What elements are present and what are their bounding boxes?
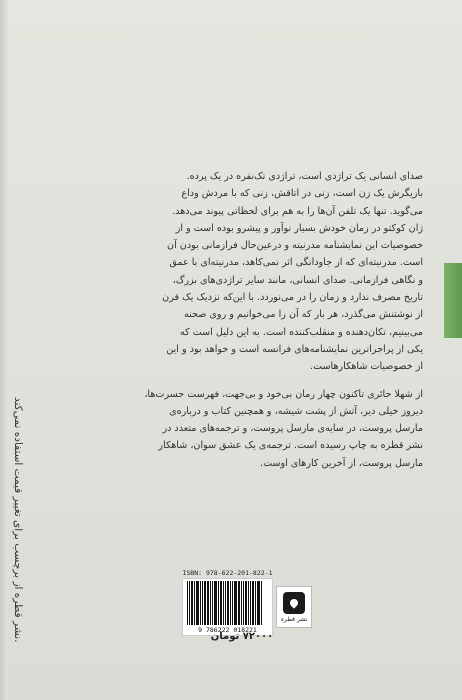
barcode-bars — [187, 581, 268, 625]
barcode-bar — [257, 581, 260, 625]
blurb-line: از خصوصیات شاهکارهاست. — [310, 361, 423, 373]
barcode-bar — [187, 581, 188, 625]
barcode-bar — [245, 581, 247, 625]
blurb-line: مارسل پروست، در سایه‌ی مارسل پروست، و ترجمه‌های متعدد در — [162, 423, 423, 435]
barcode — [182, 578, 273, 636]
barcode-bar — [250, 581, 251, 625]
blurb-line: بازیگرش یک زن است، زنی در اتاقش، زنی که با مردش وداع — [181, 188, 423, 200]
blurb-line: از نوشتنش می‌گذرد، هر بار که آن را می‌خوانیم و روی صحنه — [184, 309, 423, 321]
barcode-bar — [196, 581, 199, 625]
blurb-line: می‌گوید. تنها یک تلفن آن‌ها را به هم برای لحظاتی پیوند می‌دهد. — [172, 205, 423, 217]
publisher-mark-icon — [283, 592, 305, 614]
blurb-line: است. مدرنیته‌ای که از جاودانگی اثر نمی‌کاهد، مدرنیته‌ای با عمق — [169, 257, 423, 269]
barcode-bar — [202, 581, 203, 625]
barcode-bar — [241, 581, 242, 625]
blurb-line: نشر قطره به چاپ رسیده است. ترجمه‌ی یک عشق سوان، شاهکار — [158, 440, 423, 452]
barcode-bar — [207, 581, 209, 625]
isbn-text: ISBN: 978-622-201-822-1 — [182, 569, 273, 577]
blurb-line: یکی از پراجراترین نمایشنامه‌های فرانسه است و خواهد بود و این — [166, 343, 423, 355]
barcode-bar — [248, 581, 249, 625]
barcode-bar — [255, 581, 256, 625]
blurb-line: تاریخ مصرف ندارد و زمان را در می‌نوردد. با این‌که نزدیک یک قرن — [162, 292, 423, 304]
blurb-paragraph-1 — [88, 168, 423, 376]
blurb-line: خصوصیات این نمایشنامه مدرنیته و درعین‌حال فرازمانی بودن آن — [167, 240, 423, 252]
blurb-line: از شهلا حائری تاکنون چهار رمان بی‌خود و بی‌جهت، فهرست حسرت‌ها، — [144, 388, 423, 400]
barcode-bar — [194, 581, 195, 625]
barcode-bar — [212, 581, 213, 625]
barcode-bar — [214, 581, 217, 625]
publisher-logo — [276, 586, 312, 628]
blurb-line: دیروز خیلی دیر، آتش از پشت شیشه، و همچنین کتاب و درباره‌ی — [169, 405, 423, 417]
blurb-line: می‌بینیم، تکان‌دهنده و منقلب‌کننده است. به این دلیل است که — [180, 326, 423, 338]
barcode-bar — [189, 581, 190, 625]
barcode-bar — [223, 581, 224, 625]
barcode-bar — [261, 581, 262, 625]
blurb-line: و نگاهی فرازمانی. صدای انسانی، مانند سایر تراژدی‌های بزرگ، — [172, 274, 423, 286]
barcode-bar — [218, 581, 219, 625]
isbn-block — [182, 568, 273, 636]
barcode-bar — [230, 581, 231, 625]
barcode-bar — [225, 581, 226, 625]
blurb — [88, 168, 423, 472]
publisher-name: نشر قطره — [280, 615, 308, 623]
green-accent-band — [444, 263, 462, 338]
barcode-bar — [243, 581, 244, 625]
barcode-bar — [191, 581, 193, 625]
barcode-bar — [200, 581, 201, 625]
barcode-bar — [204, 581, 206, 625]
paragraph-gap — [88, 376, 423, 386]
barcode-bar — [210, 581, 211, 625]
barcode-bar — [234, 581, 237, 625]
barcode-bar — [238, 581, 240, 625]
price: ۷۲۰۰۰ تومان — [210, 631, 274, 642]
blurb-paragraph-2 — [88, 386, 423, 472]
barcode-bar — [232, 581, 233, 625]
barcode-bar — [252, 581, 254, 625]
blurb-line: صدای انسانی یک تراژدی است، تراژدی تک‌نفره در یک پرده. — [186, 171, 423, 182]
price-label-notice-text: نشر قطره از برچسب برای تغییر قیمت استفاده نمی‌کند. — [12, 397, 24, 643]
blurb-line: ژان کوکتو در زمان خودش بسیار نوآور و پیشرو بوده است و از — [175, 222, 423, 234]
barcode-bar — [227, 581, 229, 625]
barcode-bar — [220, 581, 222, 625]
barcode-digits: 9 786222 018221 — [198, 626, 257, 634]
spine-shadow — [0, 0, 8, 700]
blurb-line: مارسل پروست، از آخرین کارهای اوست. — [260, 457, 423, 469]
price-label-notice — [8, 350, 28, 690]
